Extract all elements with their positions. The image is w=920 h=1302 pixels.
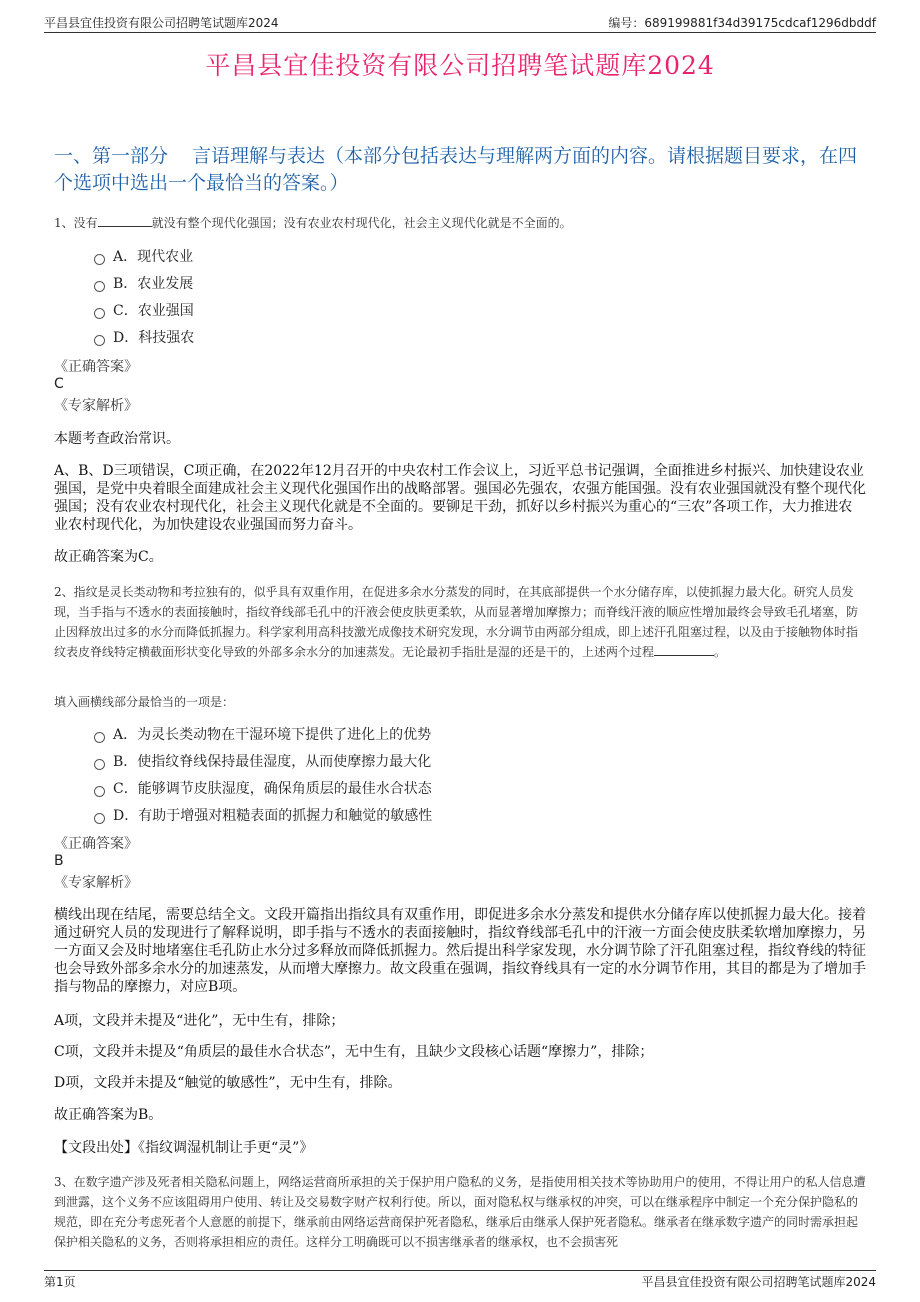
q2-analysis-p1: 横线出现在结尾，需要总结全文。文段开篇指出指纹具有双重作用，即促进多余水分蒸发和提供水分储存库以使抓握力最大化。接着通过研究人员的发现进行了解释说明，即手指与不透水的表面接触时，指纹脊线部毛孔中的汗液一方面会使皮肤柔软增加摩擦力，另一方面又会及时地堵塞住毛孔防止水分过多释放而降低抓握力。然后提出科学家发现，水分调节除了汗孔阻塞过程，指纹脊线的特征也会导致外部多余水分的加速蒸发，从而增大摩擦力。故文段重在强调，指纹脊线具有一定的水分调节作用，其目的都是为了增加手指与物品的摩擦力，对应B项。	[54, 907, 866, 995]
q1-analysis-label: 《专家解析》	[54, 398, 138, 414]
question-2-stem: 2、指纹是灵长类动物和考拉独有的，似乎具有双重作用，在促进多余水分蒸发的同时，在其底部提供一个水分储存库，以使抓握力最大化。研究人员发现，当手指与不透水的表面接触时，指纹脊线部毛孔中的汗液会使皮肤更柔软，从而显著增加摩擦力；而脊线汗液的顺应性增加最终会导致毛孔堵塞，防止因释放出过多的水分而降低抓握力。科学家利用高科技激光成像技术研究发现，水分调节由两部分组成，即上述汗孔阻塞过程，以及由于接触物体时指纹表皮脊线特定横截面形状变化导致的外部多余水分的加速蒸发。无论最初手指肚是湿的还是干的，上述两个过程 。	[54, 585, 859, 659]
q2-analysis-p4: D项，文段并未提及“触觉的敏感性”，无中生有，排除。	[54, 1075, 402, 1091]
footer-doc-title: 平昌县宜佳投资有限公司招聘笔试题库2024	[641, 1275, 876, 1289]
section-description: 言语理解与表达（本部分包括表达与理解两方面的内容。请根据题目要求，在四个选项中选出一个最恰当的答案。）	[54, 145, 858, 194]
header-doc-id: 编号：689199881f34d39175cdcaf1296dbddf	[608, 16, 876, 30]
answer-blank	[654, 643, 714, 656]
q2-answer-label: 《正确答案》	[54, 836, 138, 852]
q1-analysis-p2: A、B、D三项错误，C项正确，在2022年12月召开的中央农村工作会议上，习近平总书记强调，全面推进乡村振兴、加快建设农业强国，是党中央着眼全面建成社会主义现代化强国作出的战略部署。强国必先强农，农强方能国强。没有农业强国就没有整个现代化强国；没有农业农村现代化，社会主义现代化就是不全面的。要铆足干劲，抓好以乡村振兴为重心的“三农”各项工作，大力推进农业农村现代化，为加快建设农业强国而努力奋斗。	[54, 463, 866, 533]
question-1-suffix: 就没有整个现代化强国；没有农业农村现代化，社会主义现代化就是不全面的。	[151, 216, 572, 230]
q2-analysis-p5: 故正确答案为B。	[54, 1107, 163, 1123]
q2-analysis-p3: C项，文段并未提及“角质层的最佳水合状态”，无中生有，且缺少文段核心话题“摩擦力”，排除；	[54, 1044, 654, 1060]
question-3-stem: 3、在数字遗产涉及死者相关隐私问题上，网络运营商所承担的关于保护用户隐私的义务，是指使用相关技术等协助用户的使用，不得让用户的私人信息遭到泄露，这个义务不应该阻碍用户使用、转让及交易数字财产权利行使。所以，面对隐私权与继承权的冲突，可以在继承程序中制定一个充分保护隐私的规范，即在充分考虑死者个人意愿的前提下，继承前由网络运营商保护死者隐私，继承后由继承人保护死者隐私。继承者在继承数字遗产的同时需承担起保护相关隐私的义务，否则将承担相应的责任。这样分工明确既可以不损害继承者的继承权，也不会损害死	[54, 1175, 866, 1249]
q1-analysis-p1: 本题考查政治常识。	[54, 431, 180, 447]
q1-option-b[interactable]: B．农业发展	[94, 274, 193, 294]
page-header	[44, 12, 876, 33]
radio-icon[interactable]	[94, 335, 105, 346]
section-heading	[54, 143, 860, 197]
radio-icon[interactable]	[94, 759, 105, 770]
q1-option-c[interactable]: C．农业强国	[94, 301, 194, 321]
radio-icon[interactable]	[94, 732, 105, 743]
q2-analysis-p2: A项，文段并未提及“进化”，无中生有，排除；	[54, 1013, 345, 1029]
answer-blank	[98, 214, 152, 227]
q1-answer-label: 《正确答案》	[54, 359, 138, 375]
q2-option-d[interactable]: D．有助于增强对粗糙表面的抓握力和触觉的敏感性	[94, 806, 432, 826]
question-1-prefix: 1、没有	[54, 216, 98, 230]
header-doc-title: 平昌县宜佳投资有限公司招聘笔试题库2024	[44, 16, 279, 30]
radio-icon[interactable]	[94, 254, 105, 265]
q2-prompt: 填入画横线部分最恰当的一项是：	[54, 695, 235, 709]
radio-icon[interactable]	[94, 813, 105, 824]
page-footer	[44, 1270, 876, 1291]
page-number: 第1页	[44, 1275, 76, 1289]
q1-option-d[interactable]: D．科技强农	[94, 328, 194, 348]
radio-icon[interactable]	[94, 308, 105, 319]
q2-source: 【文段出处】《指纹调湿机制让手更“灵”》	[54, 1140, 314, 1156]
q1-option-a[interactable]: A．现代农业	[94, 247, 193, 267]
question-1-stem	[54, 213, 866, 233]
q2-option-b[interactable]: B．使指纹脊线保持最佳湿度，从而使摩擦力最大化	[94, 752, 431, 772]
q2-analysis-label: 《专家解析》	[54, 875, 138, 891]
q2-answer: B	[54, 853, 64, 869]
radio-icon[interactable]	[94, 281, 105, 292]
q2-option-a[interactable]: A．为灵长类动物在干湿环境下提供了进化上的优势	[94, 725, 431, 745]
section-part-label: 一、第一部分	[54, 145, 169, 167]
q1-answer: C	[54, 376, 64, 392]
page-title: 平昌县宜佳投资有限公司招聘笔试题库2024	[205, 51, 715, 80]
q2-option-c[interactable]: C．能够调节皮肤湿度，确保角质层的最佳水合状态	[94, 779, 432, 799]
radio-icon[interactable]	[94, 786, 105, 797]
q1-analysis-p3: 故正确答案为C。	[54, 549, 163, 565]
